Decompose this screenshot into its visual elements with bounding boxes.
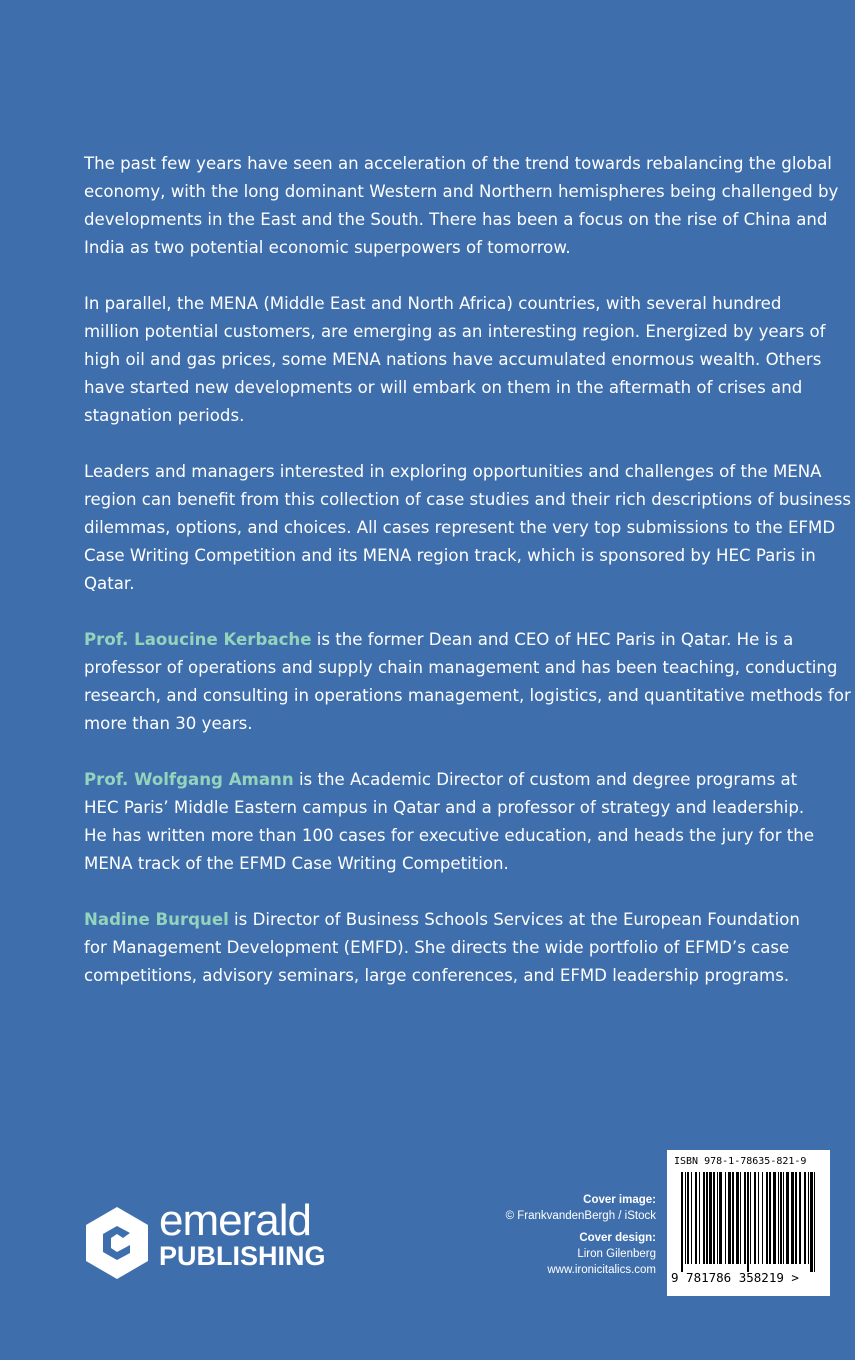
- text-line: research, and consulting in operations management, logistics, and quantitative methods for: [84, 686, 851, 705]
- paragraph: [84, 150, 839, 262]
- text-line: more than 30 years.: [84, 714, 253, 733]
- barcode-bar: [719, 1172, 722, 1264]
- barcode-bar: [780, 1172, 782, 1264]
- barcode-bar: [706, 1172, 708, 1264]
- barcode-bar: [728, 1172, 731, 1264]
- text-line: dilemmas, options, and choices. All cases represent the very top submissions to the EFMD: [84, 518, 836, 537]
- barcode-bar: [786, 1172, 789, 1264]
- text-line: In parallel, the MENA (Middle East and North Africa) countries, with several hundred: [84, 294, 782, 313]
- text-line: region can benefit from this collection of case studies and their rich descriptions of business: [84, 490, 852, 509]
- bio-text: is the Academic Director of custom and degree programs at: [293, 770, 798, 789]
- text-line: developments in the East and the South. There has been a focus on the rise of China and: [84, 210, 828, 229]
- paragraph: [84, 458, 852, 598]
- text-line: [84, 766, 824, 794]
- barcode-bar: [814, 1172, 815, 1272]
- barcode-bar: [703, 1172, 705, 1264]
- text-line: million potential customers, are emerging as an interesting region. Energized by years of: [84, 322, 826, 341]
- emerald-publishing-logo: [84, 1196, 326, 1275]
- isbn-barcode: [667, 1150, 830, 1296]
- barcode-bar: [762, 1172, 763, 1264]
- text-line: Qatar.: [84, 574, 135, 593]
- barcode-bar: [740, 1172, 741, 1264]
- barcode-bar: [754, 1172, 756, 1264]
- barcode-bar: [695, 1172, 697, 1264]
- author-name: Nadine Burquel: [84, 910, 229, 929]
- text-line: [84, 626, 824, 654]
- barcode-bar: [717, 1172, 718, 1264]
- barcode-bar: [804, 1172, 806, 1264]
- barcode-bar: [791, 1172, 794, 1264]
- barcode-bar: [799, 1172, 801, 1264]
- cover-design-label: Cover design:: [579, 1232, 656, 1244]
- author-bio: [84, 906, 824, 990]
- author-name: Prof. Laoucine Kerbache: [84, 630, 312, 649]
- barcode-bar: [766, 1172, 768, 1264]
- text-line: MENA track of the EFMD Case Writing Competition.: [84, 854, 509, 873]
- barcode-bar: [732, 1172, 734, 1264]
- text-line: economy, with the long dominant Western and Northern hemispheres being challenged by: [84, 182, 839, 201]
- text-line: stagnation periods.: [84, 406, 245, 425]
- text-line: high oil and gas prices, some MENA nations have accumulated enormous wealth. Others: [84, 350, 822, 369]
- designer-website: www.ironicitalics.com: [547, 1264, 656, 1276]
- barcode-bar: [795, 1172, 797, 1264]
- barcode-bar: [773, 1172, 776, 1264]
- barcode-bar: [736, 1172, 739, 1264]
- barcode-bar: [810, 1172, 813, 1272]
- cover-designer: Liron Gilenberg: [577, 1248, 656, 1260]
- barcode-bar: [750, 1172, 751, 1264]
- barcode-bar: [699, 1172, 700, 1264]
- text-line: professor of operations and supply chain management and has been teaching, conducting: [84, 658, 838, 677]
- text-line: have started new developments or will embark on them in the aftermath of crises and: [84, 378, 803, 397]
- bio-text: is the former Dean and CEO of HEC Paris in Qatar. He is a: [311, 630, 794, 649]
- barcode-bar: [747, 1172, 749, 1272]
- author-bio: [84, 626, 851, 738]
- emerald-hexagon-icon: [84, 1205, 150, 1281]
- back-cover-text: [84, 150, 852, 1018]
- cover-image-credit: © FrankvandenBergh / iStock: [505, 1210, 656, 1222]
- text-line: Case Writing Competition and its MENA region track, which is sponsored by HEC Paris in: [84, 546, 816, 565]
- barcode-bar: [687, 1172, 689, 1264]
- author-bio: [84, 766, 824, 878]
- barcode-bar: [758, 1172, 759, 1264]
- text-line: Leaders and managers interested in exploring opportunities and challenges of the MENA: [84, 462, 822, 481]
- cover-credits: [506, 1192, 656, 1278]
- barcode-bar: [709, 1172, 712, 1264]
- cover-image-label: Cover image:: [583, 1194, 656, 1206]
- text-line: The past few years have seen an acceleration of the trend towards rebalancing the global: [84, 154, 832, 173]
- barcode-bar: [808, 1172, 809, 1264]
- logo-subtitle: PUBLISHING: [159, 1241, 326, 1271]
- barcode-digits: 9 781786 358219 >: [671, 1270, 799, 1285]
- barcode-bar: [725, 1172, 726, 1264]
- text-line: He has written more than 100 cases for executive education, and heads the jury for the: [84, 826, 815, 845]
- text-line: India as two potential economic superpowers of tomorrow.: [84, 238, 571, 257]
- text-line: competitions, advisory seminars, large conferences, and EFMD leadership programs.: [84, 966, 790, 985]
- barcode-bar: [713, 1172, 715, 1264]
- barcode-bar: [783, 1172, 784, 1264]
- barcode-bar: [685, 1172, 686, 1264]
- paragraph: [84, 290, 824, 430]
- barcode-bar: [778, 1172, 779, 1264]
- logo-wordmark: emerald: [159, 1196, 311, 1245]
- isbn-text: ISBN 978-1-78635-821-9: [674, 1156, 807, 1167]
- text-line: for Management Development (EMFD). She directs the wide portfolio of EFMD’s case: [84, 938, 790, 957]
- barcode-bar: [769, 1172, 771, 1264]
- text-line: [84, 906, 824, 934]
- barcode-bars: [675, 1172, 823, 1272]
- barcode-bar: [681, 1172, 683, 1272]
- author-name: Prof. Wolfgang Amann: [84, 770, 294, 789]
- bio-text: is Director of Business Schools Services at the European Foundation: [228, 910, 800, 929]
- text-line: HEC Paris’ Middle Eastern campus in Qatar and a professor of strategy and leadership.: [84, 798, 805, 817]
- barcode-bar: [744, 1172, 746, 1264]
- barcode-bar: [691, 1172, 692, 1264]
